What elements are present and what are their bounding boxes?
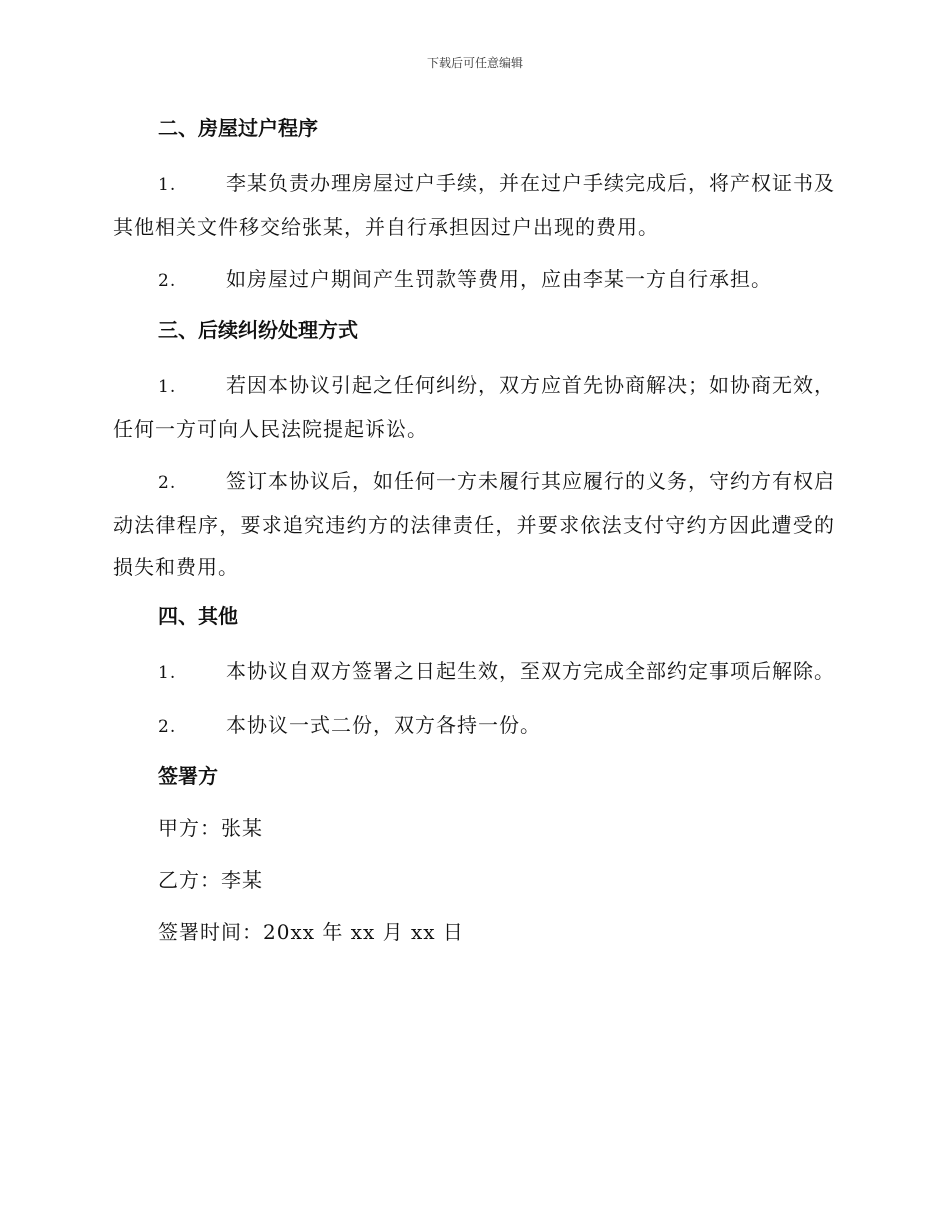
clause-dispute-1 — [113, 364, 835, 450]
clause-transfer-2 — [113, 258, 835, 302]
clause-number: 2. — [158, 717, 177, 737]
clause-text: 本协议自双方签署之日起生效，至双方完成全部约定事项后解除。 — [226, 659, 835, 683]
clause-number: 2. — [158, 271, 177, 291]
section-heading-other: 四、其他 — [158, 604, 238, 628]
clause-text: 签订本协议后，如任何一方未履行其应履行的义务，守约方有权启动法律程序，要求追究违约方的法律责任，并要求依法支付守约方因此遭受的损失和费用。 — [113, 469, 835, 579]
party-a-line: 甲方：张某 — [158, 816, 263, 840]
clause-number: 1. — [158, 663, 177, 683]
clause-other-2 — [113, 704, 835, 748]
clause-text: 若因本协议引起之任何纠纷，双方应首先协商解决；如协商无效，任何一方可向人民法院提起诉讼。 — [113, 373, 835, 441]
signatures-heading: 签署方 — [158, 764, 218, 788]
signing-date-line: 签署时间：20xx 年 xx 月 xx 日 — [158, 920, 464, 944]
clause-number: 2. — [158, 473, 177, 493]
clause-text: 李某负责办理房屋过户手续，并在过户手续完成后，将产权证书及其他相关文件移交给张某，并自行承担因过户出现的费用。 — [113, 171, 835, 239]
clause-number: 1. — [158, 175, 177, 195]
section-heading-dispute: 三、后续纠纷处理方式 — [158, 318, 358, 342]
clause-other-1 — [113, 650, 835, 694]
clause-number: 1. — [158, 377, 177, 397]
clause-transfer-1 — [113, 162, 835, 248]
document-body — [113, 110, 835, 966]
party-b-line: 乙方：李某 — [158, 868, 263, 892]
section-heading-transfer: 二、房屋过户程序 — [158, 116, 318, 140]
clause-text: 如房屋过户期间产生罚款等费用，应由李某一方自行承担。 — [226, 267, 772, 291]
clause-dispute-2 — [113, 460, 835, 588]
header-note: 下载后可任意编辑 — [426, 56, 523, 70]
clause-text: 本协议一式二份，双方各持一份。 — [226, 713, 541, 737]
